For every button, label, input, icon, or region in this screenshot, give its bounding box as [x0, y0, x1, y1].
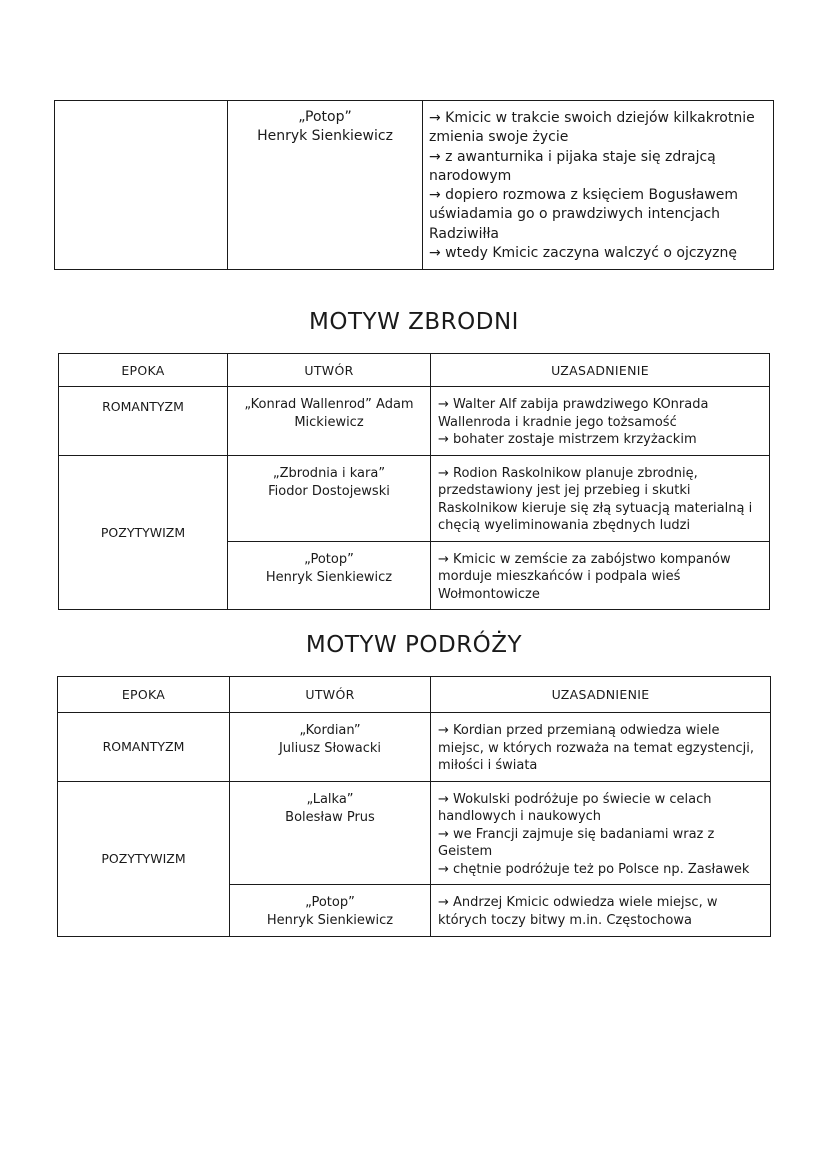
epoka-cell: ROMANTYZM [59, 387, 228, 456]
uzasadnienie-point: → wtedy Kmicic zaczyna walczyć o ojczyznę [429, 245, 737, 262]
zbrodni-table [58, 353, 770, 610]
work-author: Henryk Sienkiewicz [266, 913, 394, 928]
utwor-cell [230, 713, 431, 782]
epoka-cell [55, 101, 228, 270]
utwor-cell [228, 455, 431, 541]
utwor-cell [228, 387, 431, 456]
uzasadnienie-point: → Kmicic w zemście za zabójstwo kompanów morduje mieszkańców i podpala wieś Wołmontowicze [438, 551, 731, 602]
uzasadnienie-point: → we Francji zajmuje się badaniami wraz z Geistem [438, 826, 715, 859]
work-title: „Potop” [298, 109, 352, 125]
uzasadnienie-point: → bohater zostaje mistrzem krzyżackim [438, 432, 697, 447]
work-author: Bolesław Prus [285, 809, 375, 825]
work-title: „Potop” [304, 551, 354, 567]
uzasadnienie-cell [431, 885, 771, 937]
uzasadnienie-cell [431, 541, 770, 610]
section-title-zbrodni: MOTYW ZBRODNI [309, 309, 519, 335]
work-author: Henryk Sienkiewicz [265, 569, 393, 585]
uzasadnienie-cell [423, 101, 774, 270]
uzasadnienie-cell [431, 781, 771, 885]
work-author: Henryk Sienkiewicz [257, 128, 393, 144]
table-row [55, 101, 774, 270]
uzasadnienie-point: → Andrzej Kmicic odwiedza wiele miejsc, w których toczy bitwy m.in. Częstochowa [438, 895, 718, 928]
podrozy-table [57, 676, 771, 937]
uzasadnienie-cell [431, 387, 770, 456]
epoka-cell: POZYTYWIZM [59, 455, 228, 610]
column-header-epoka: EPOKA [58, 677, 230, 713]
column-header-epoka: EPOKA [59, 354, 228, 387]
section-title-podrozy: MOTYW PODRÓŻY [305, 632, 523, 658]
table-row [58, 781, 771, 885]
uzasadnienie-point: → z awanturnika i pijaka staje się zdrajcą narodowym [429, 148, 716, 184]
table-header-row [58, 677, 771, 713]
uzasadnienie-point: → Walter Alf zabija prawdziwego KOnrada Wallenroda i kradnie jego tożsamość [438, 397, 709, 430]
utwor-cell [228, 101, 423, 270]
epoka-cell: POZYTYWIZM [58, 781, 230, 937]
uzasadnienie-cell [431, 455, 770, 541]
utwor-cell [230, 781, 431, 885]
column-header-utwor: UTWÓR [228, 354, 431, 387]
work-author: Fiodor Dostojewski [268, 483, 390, 499]
column-header-uzasadnienie: UZASADNIENIE [431, 677, 771, 713]
work-title: „Lalka” [306, 791, 354, 807]
work-title: „Zbrodnia i kara” [272, 465, 386, 481]
uzasadnienie-point: → Wokulski podróżuje po świecie w celach handlowych i naukowych [438, 791, 712, 824]
table-row [58, 713, 771, 782]
uzasadnienie-point: → Kordian przed przemianą odwiedza wiele miejsc, w których rozważa na temat egzystencji, miłości i świata [438, 723, 754, 773]
table-row [59, 455, 770, 541]
column-header-utwor: UTWÓR [230, 677, 431, 713]
table-row [59, 387, 770, 456]
work-title: „Potop” [305, 895, 355, 910]
work-title: „Kordian” [299, 723, 361, 738]
uzasadnienie-point: → Rodion Raskolnikow planuje zbrodnię, przedstawiony jest jej przebieg i skutki Raskolnikow kieruje się złą sytuacją materialną i chęcią wyeliminowania zbędnych ludzi [438, 465, 753, 533]
column-header-uzasadnienie: UZASADNIENIE [431, 354, 770, 387]
uzasadnienie-point: → Kmicic w trakcie swoich dziejów kilkakrotnie zmienia swoje życie [429, 110, 755, 146]
work-title-author: „Konrad Wallenrod” Adam Mickiewicz [244, 397, 414, 430]
utwor-cell [228, 541, 431, 610]
table-header-row [59, 354, 770, 387]
epoka-cell: ROMANTYZM [58, 713, 230, 782]
uzasadnienie-point: → chętnie podróżuje też po Polsce np. Zasławek [438, 861, 750, 877]
utwor-cell [230, 885, 431, 937]
continuation-table [54, 100, 774, 270]
work-author: Juliusz Słowacki [278, 741, 382, 756]
uzasadnienie-point: → dopiero rozmowa z księciem Bogusławem uświadamia go o prawdziwych intencjach Radziwiłła [429, 187, 739, 242]
uzasadnienie-cell [431, 713, 771, 782]
